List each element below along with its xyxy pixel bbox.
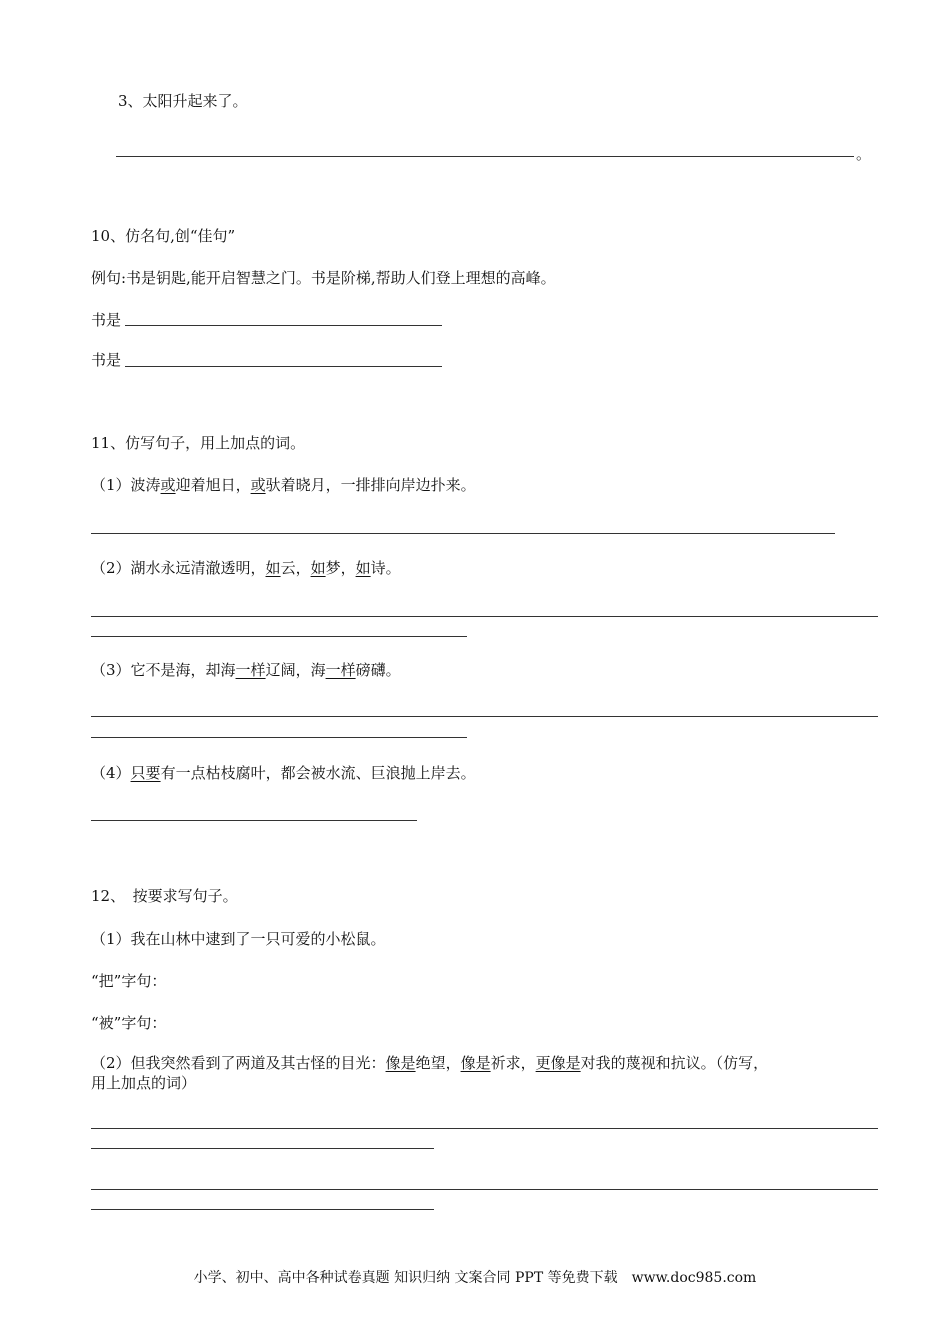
q11-sentence-3: （3）它不是海，却海一样辽阔，海一样磅礴。	[91, 661, 401, 679]
dotted-word: 一样	[325, 661, 356, 679]
q12-ba-label: “把”字句：	[91, 972, 167, 990]
answer-line[interactable]	[91, 616, 878, 617]
q11-sentence-1: （1）波涛或迎着旭日，或驮着晓月，一排排向岸边扑来。	[91, 476, 476, 494]
dotted-word: 一样	[235, 661, 266, 679]
q12-bei-label: “被”字句：	[91, 1014, 167, 1032]
answer-line[interactable]	[91, 1209, 434, 1210]
dotted-word: 如	[265, 559, 281, 577]
dotted-word: 如	[310, 559, 326, 577]
dotted-word: 或	[250, 476, 266, 494]
q10-line2-label: 书是	[91, 351, 122, 369]
q11-sentence-4: （4）只要有一点枯枝腐叶，都会被水流、巨浪抛上岸去。	[91, 764, 476, 782]
q12-title: 12、 按要求写句子。	[91, 887, 238, 905]
answer-line[interactable]	[125, 325, 442, 326]
q12-sentence-2: （2）但我突然看到了两道及其古怪的目光：像是绝望，像是祈求，更像是对我的蔑视和抗议。（仿写，	[91, 1054, 769, 1072]
dotted-word: 更像是	[535, 1054, 581, 1072]
answer-line[interactable]	[125, 366, 442, 367]
answer-line[interactable]	[91, 1148, 434, 1149]
dotted-word: 只要	[130, 764, 161, 782]
q10-line1-label: 书是	[91, 311, 122, 329]
answer-line[interactable]	[91, 1189, 878, 1190]
answer-line[interactable]	[91, 1128, 878, 1129]
q12-sentence-2-cont: 用上加点的词）	[91, 1074, 197, 1092]
answer-line[interactable]	[91, 636, 467, 637]
dotted-word: 像是	[385, 1054, 416, 1072]
q10-title: 10、仿名句,创“佳句”	[91, 227, 236, 245]
q9-item3: 3、太阳升起来了。	[118, 92, 248, 110]
answer-line[interactable]	[91, 716, 878, 717]
q12-sentence-1: （1）我在山林中逮到了一只可爱的小松鼠。	[91, 930, 386, 948]
dotted-word: 像是	[460, 1054, 491, 1072]
page-footer: 小学、初中、高中各种试卷真题 知识归纳 文案合同 PPT 等免费下载 www.doc985.com	[193, 1270, 757, 1286]
answer-line[interactable]	[91, 533, 835, 534]
dotted-word: 或	[160, 476, 176, 494]
answer-line[interactable]	[91, 820, 417, 821]
dotted-word: 如	[355, 559, 371, 577]
q11-title: 11、仿写句子，用上加点的词。	[91, 434, 306, 452]
answer-line[interactable]	[116, 156, 854, 157]
answer-line[interactable]	[91, 737, 467, 738]
end-mark: 。	[856, 145, 872, 163]
q10-example: 例句:书是钥匙,能开启智慧之门。书是阶梯,帮助人们登上理想的高峰。	[91, 269, 556, 287]
q11-sentence-2: （2）湖水永远清澈透明，如云，如梦，如诗。	[91, 559, 401, 577]
